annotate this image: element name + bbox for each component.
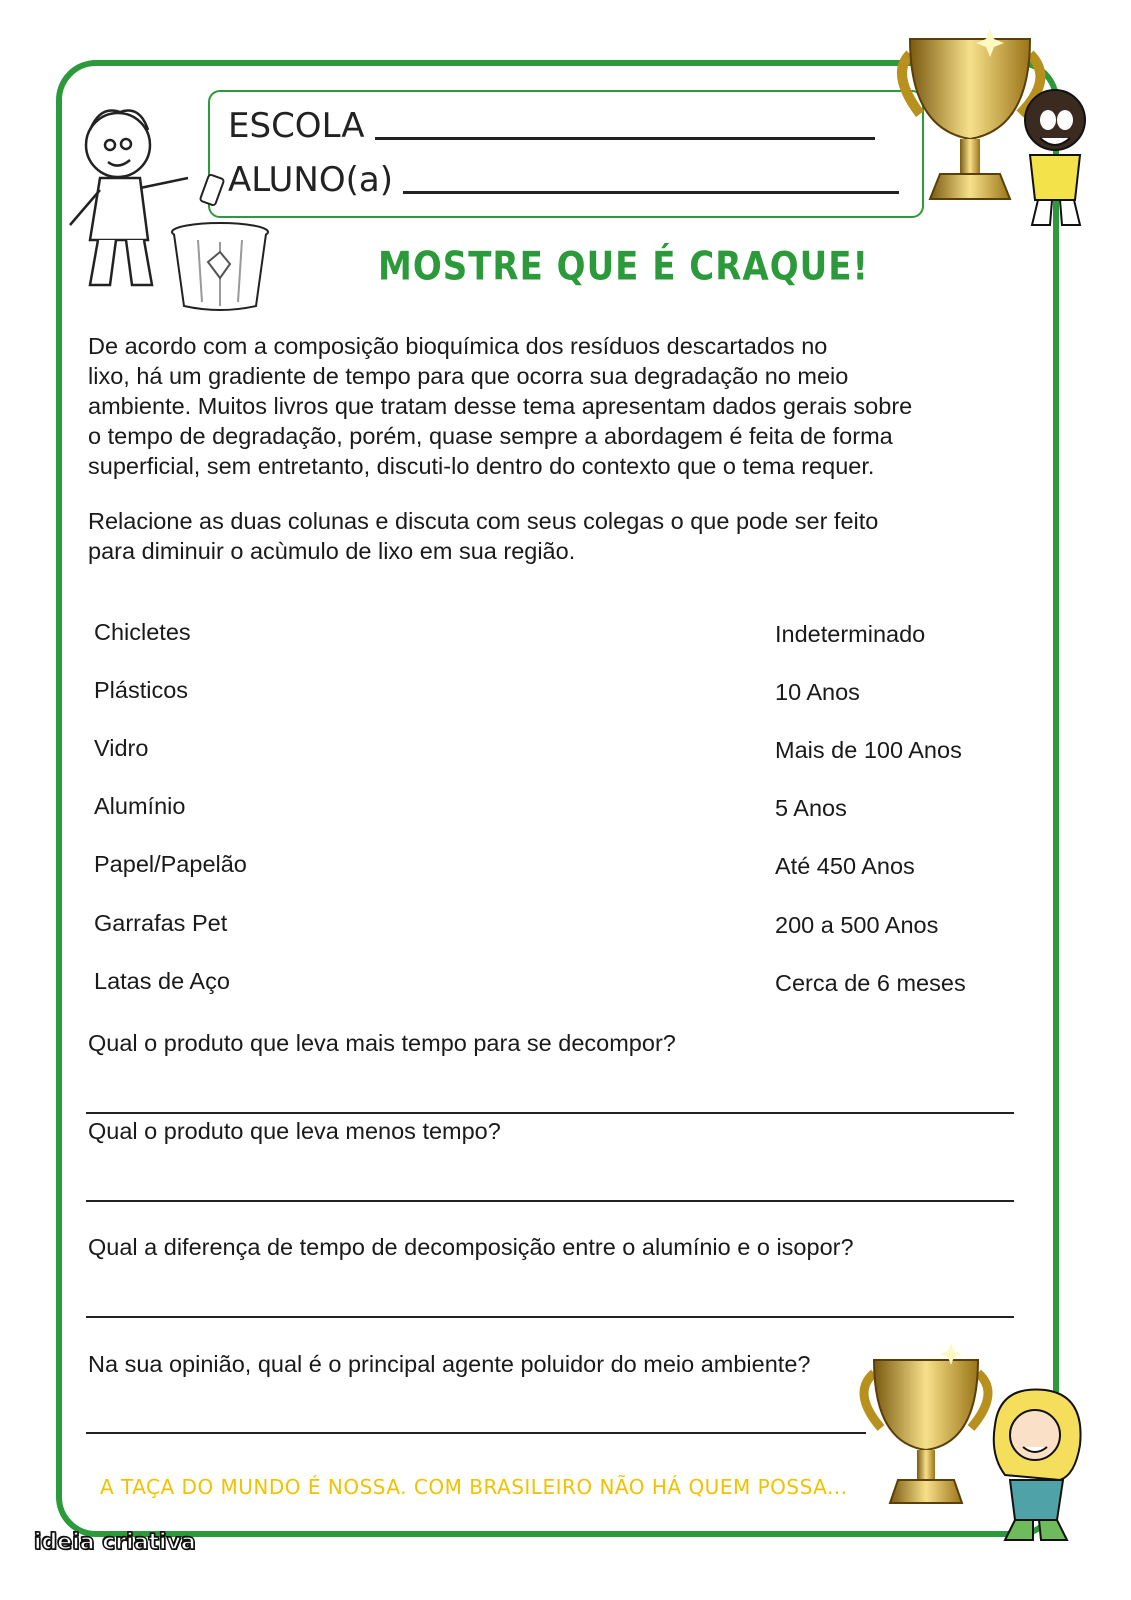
header-box — [208, 90, 924, 218]
school-line — [228, 106, 875, 146]
intro-paragraph — [88, 331, 1028, 481]
can-illustration — [200, 170, 226, 210]
right-column-item: 200 a 500 Anos — [775, 912, 939, 938]
intro-line: o tempo de degradação, porém, quase sempre a abordagem é feita de forma — [88, 423, 893, 449]
answer-line-1[interactable] — [86, 1112, 1014, 1114]
instruction-line: para diminuir o acùmulo de lixo em sua região. — [88, 538, 576, 564]
left-column-item: Alumínio — [94, 793, 186, 819]
question-1: Qual o produto que leva mais tempo para se decompor? — [88, 1030, 676, 1056]
right-column-item: Até 450 Anos — [775, 853, 915, 879]
intro-line: superficial, sem entretanto, discuti-lo dentro do contexto que o tema requer. — [88, 453, 875, 479]
right-column-item: Indeterminado — [775, 621, 926, 647]
question-3: Qual a diferença de tempo de decomposição entre o alumínio e o isopor? — [88, 1234, 854, 1260]
right-column-item: Mais de 100 Anos — [775, 737, 962, 763]
instruction-line: Relacione as duas colunas e discuta com seus colegas o que pode ser feito — [88, 508, 879, 534]
left-column-item: Plásticos — [94, 677, 189, 703]
left-column-item: Chicletes — [94, 619, 191, 645]
answer-line-4[interactable] — [86, 1432, 866, 1434]
school-field[interactable] — [375, 135, 875, 140]
question-2: Qual o produto que leva menos tempo? — [88, 1118, 501, 1144]
answer-line-2[interactable] — [86, 1200, 1014, 1202]
left-column-item: Papel/Papelão — [94, 851, 247, 877]
school-label: ESCOLA — [228, 106, 365, 146]
intro-line: ambiente. Muitos livros que tratam desse tema apresentam dados gerais sobre — [88, 393, 913, 419]
footer-slogan: A TAÇA DO MUNDO É NOSSA. COM BRASILEIRO NÃO HÁ QUEM POSSA... — [100, 1475, 848, 1499]
right-column-item: 5 Anos — [775, 795, 847, 821]
left-column-item: Garrafas Pet — [94, 910, 228, 936]
left-column-item: Vidro — [94, 735, 149, 761]
answer-line-3[interactable] — [86, 1316, 1014, 1318]
recycle-bin-illustration — [168, 222, 272, 312]
mascot-girl-illustration — [975, 1385, 1095, 1545]
left-column-item: Latas de Aço — [94, 968, 230, 994]
right-column-item: 10 Anos — [775, 679, 860, 705]
student-label: ALUNO(a) — [228, 160, 393, 200]
student-line — [228, 160, 899, 200]
page-title: MOSTRE QUE É CRAQUE! — [378, 244, 869, 290]
intro-line: De acordo com a composição bioquímica dos resíduos descartados no — [88, 333, 828, 359]
mascot-boy-illustration — [1010, 80, 1100, 230]
intro-line: lixo, há um gradiente de tempo para que ocorra sua degradação no meio — [88, 363, 849, 389]
brand-logo: ideia criativa — [34, 1530, 196, 1555]
student-field[interactable] — [403, 189, 899, 194]
question-4: Na sua opinião, qual é o principal agente poluidor do meio ambiente? — [88, 1351, 811, 1377]
instruction-paragraph — [88, 506, 1028, 566]
right-column-item: Cerca de 6 meses — [775, 970, 966, 996]
